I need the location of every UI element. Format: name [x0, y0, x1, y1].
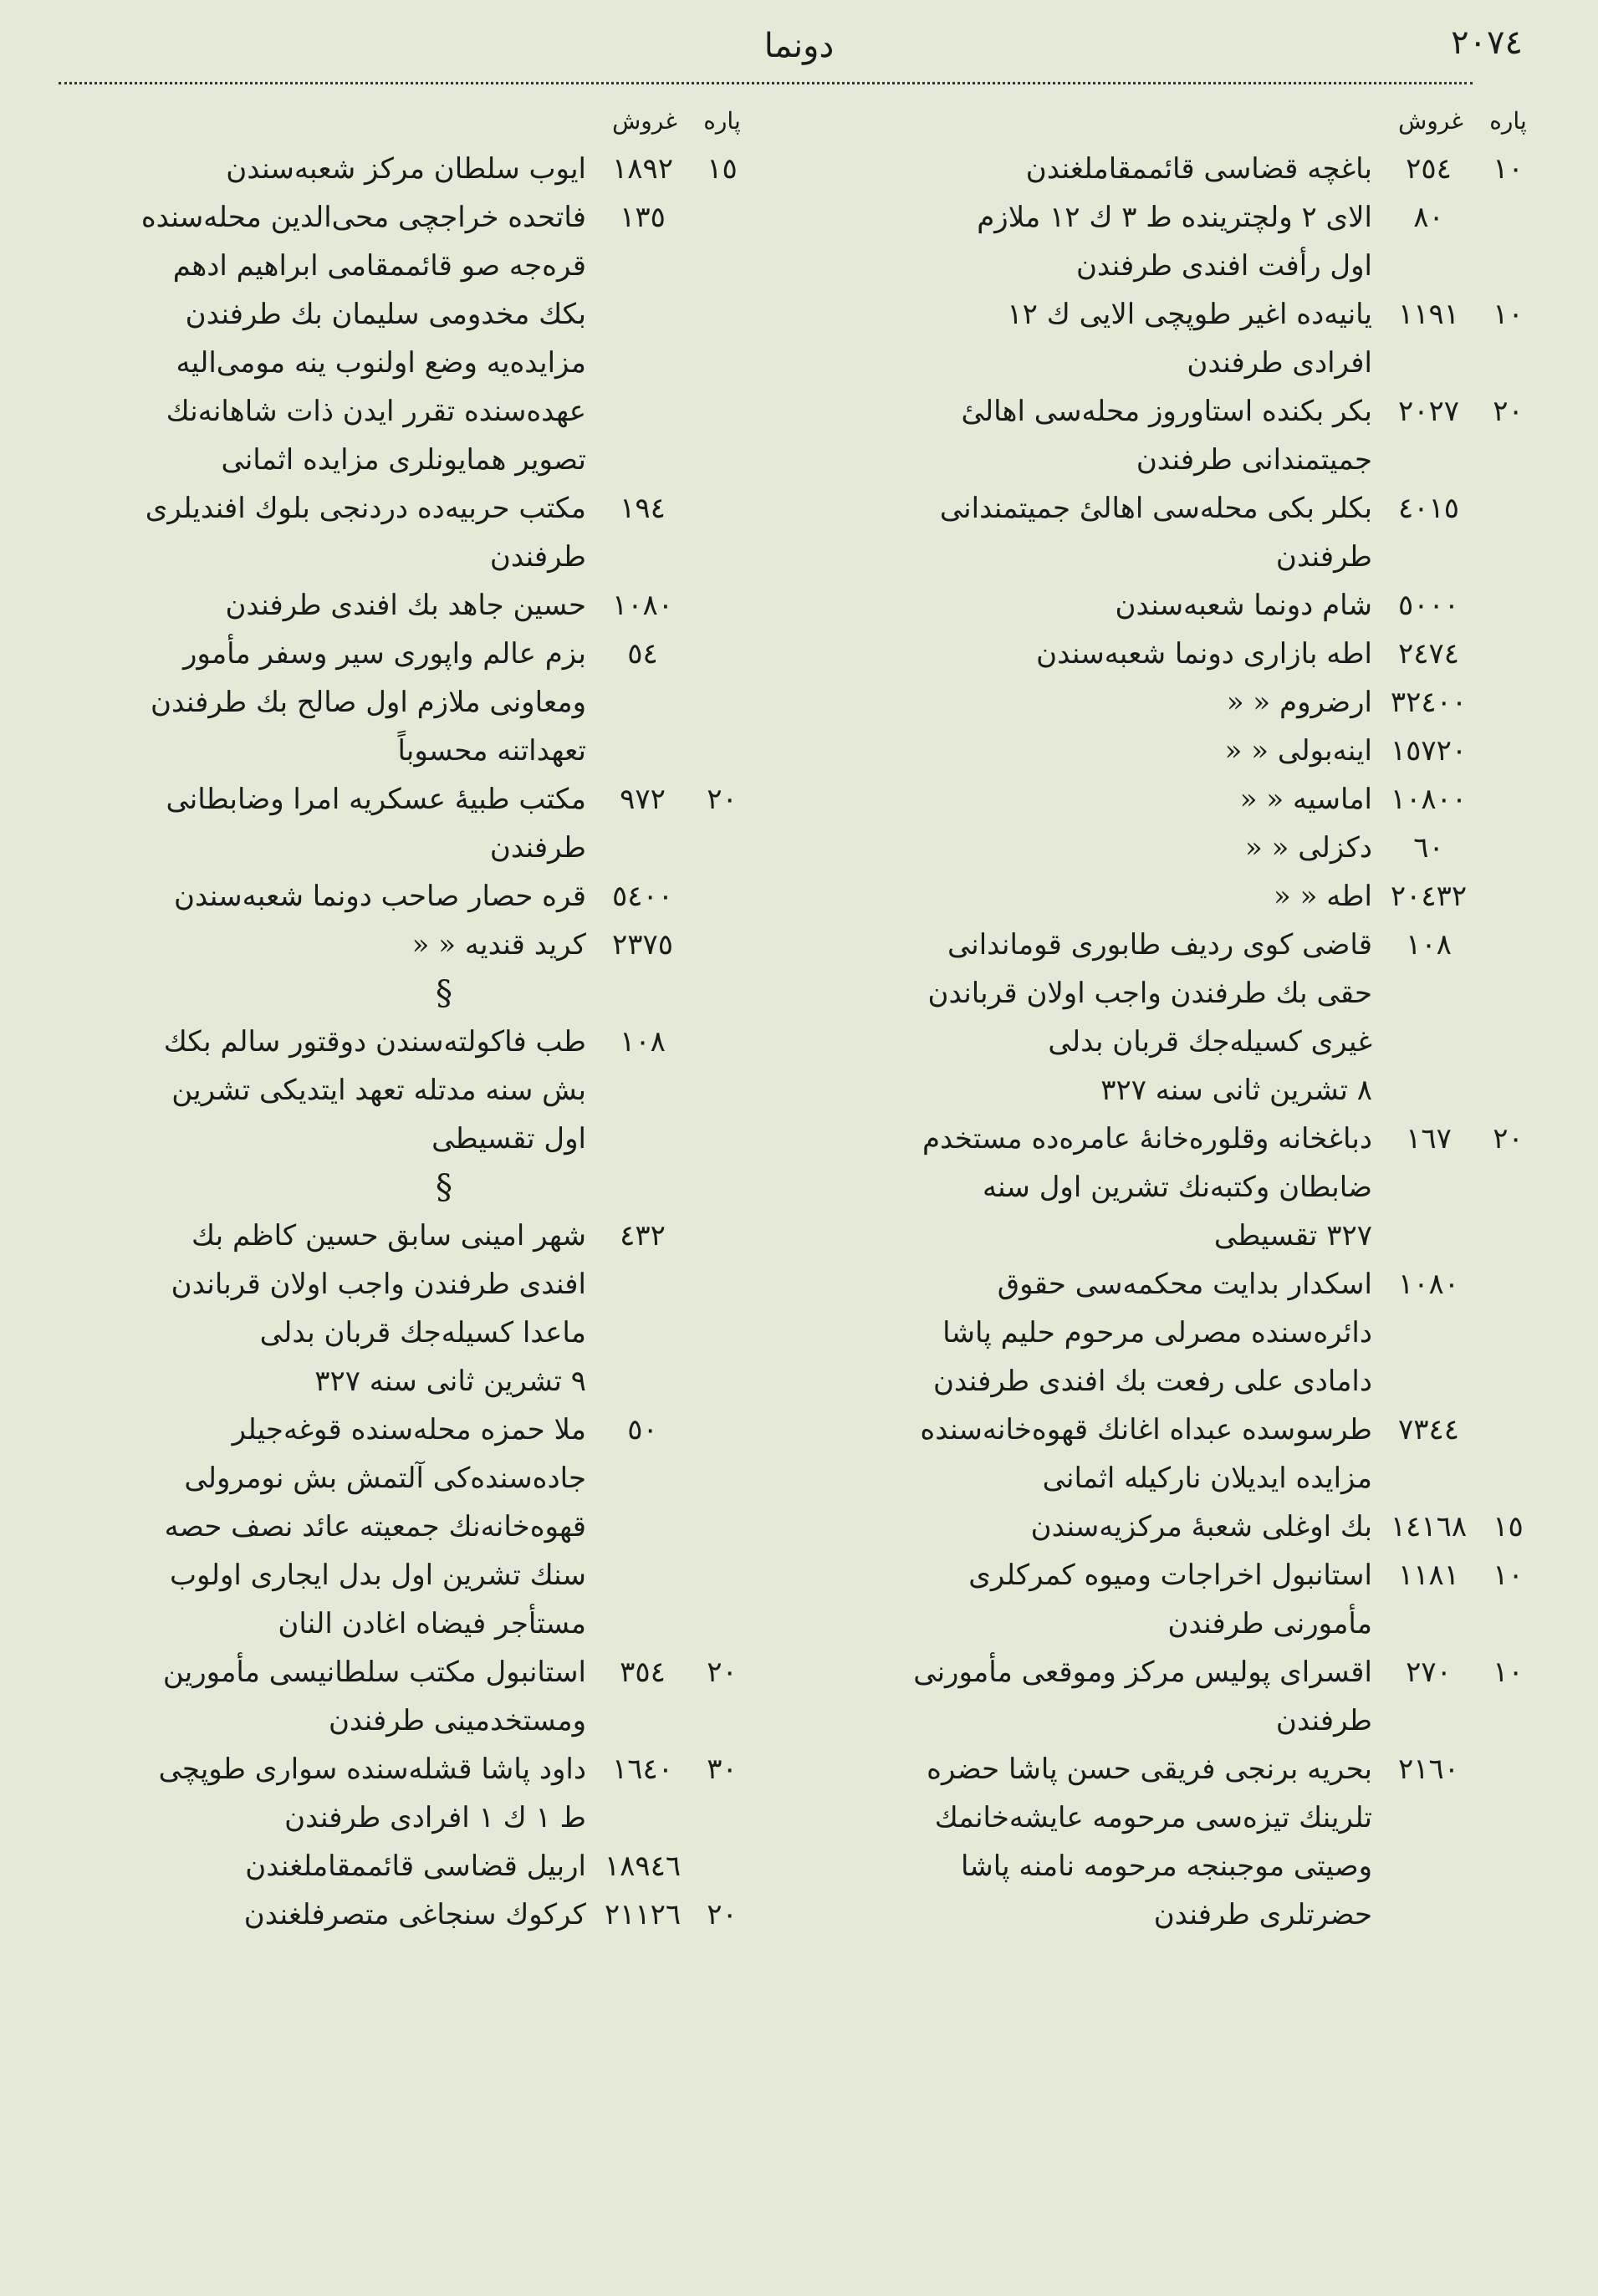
entry-line: الای ٢ ولچترینده ط ٣ ك ١٢ ملازم	[977, 201, 1372, 234]
entry-text	[795, 872, 1381, 921]
section-mark: §	[436, 974, 452, 1013]
para-amount: ٢٠	[707, 783, 738, 816]
entry-line: بکك مخدومی سلیمان بك طرفندن	[185, 298, 586, 331]
ledger-entry	[18, 775, 753, 872]
gurus-amount: ٢١٦٠	[1397, 1753, 1460, 1786]
gurus-amount: ١٩٤	[620, 492, 666, 525]
entry-text	[18, 581, 595, 630]
entry-line: عهده‌سنده تقرر ایدن ذات شاهانه‌نك	[166, 395, 586, 428]
ledger-entry	[18, 1745, 753, 1842]
entry-line: مزایده ایدیلان نارکیله اثمانی	[1042, 1462, 1372, 1495]
gurus-amount: ٣٥٤	[620, 1656, 666, 1689]
entry-line: استانبول اخراجات ومیوه کمرکلری	[968, 1559, 1372, 1592]
gurus-amount: ٨٠	[1413, 201, 1444, 234]
entry-line: تصویر همایونلری مزایده اثمانی	[221, 443, 586, 477]
entry-text	[18, 872, 595, 921]
entry-line: جاده‌سنده‌کی آلتمش بش نومرولی	[184, 1462, 586, 1495]
column-header	[795, 96, 1539, 145]
entry-text	[18, 775, 595, 872]
entry-line: ماعدا کسیله‌جك قربان بدلی	[259, 1316, 586, 1350]
para-amount: ٢٠	[707, 1898, 738, 1931]
ledger-entry	[795, 1260, 1539, 1406]
entry-text	[18, 1842, 595, 1890]
entry-line: تعهداتنه محسوباً	[397, 734, 586, 768]
gurus-header: غروش	[1398, 106, 1463, 135]
entry-line: طرفندن	[1275, 1704, 1372, 1737]
entry-text	[795, 1648, 1381, 1745]
para-amount: ١٠	[1493, 152, 1524, 186]
entry-line: استانبول مکتب سلطانیسی مأمورین	[162, 1656, 586, 1689]
gurus-amount: ٣٢٤٠٠	[1390, 686, 1468, 719]
entry-line: اربیل قضاسی قائممقاملغندن	[245, 1850, 586, 1883]
ledger-entry	[795, 630, 1539, 678]
entry-text	[795, 630, 1381, 678]
gurus-amount: ٥٤٠٠	[611, 880, 674, 913]
ledger-entry	[18, 1842, 753, 1890]
gurus-amount: ٦٠	[1413, 831, 1444, 865]
para-amount: ١٥	[1493, 1510, 1524, 1543]
entry-line: ٨ تشرین ثانی سنه ٣٢٧	[1100, 1074, 1372, 1107]
entry-text	[18, 484, 595, 581]
entry-text	[795, 921, 1381, 1115]
entry-line: طرسوسده عبداه اغانك قهوه‌خانه‌سنده	[920, 1413, 1372, 1446]
entry-text	[18, 193, 595, 484]
entry-line: اول تقسیطی	[431, 1122, 586, 1156]
entry-line: بك اوغلی شعبهٔ مرکزیه‌سندن	[1030, 1510, 1372, 1543]
entry-text	[795, 1115, 1381, 1260]
gurus-amount: ١١٩١	[1397, 298, 1460, 331]
entry-line: اماسیه « «	[1239, 783, 1372, 816]
entry-text	[795, 484, 1381, 581]
gurus-amount: ١٠٨٠	[611, 589, 674, 622]
entry-text	[795, 678, 1381, 727]
entry-text	[18, 145, 595, 193]
para-header: پاره	[703, 106, 741, 135]
gurus-amount: ١٦٤٠	[611, 1753, 674, 1786]
entry-line: کرکوك سنجاغی متصرفلغندن	[243, 1898, 586, 1931]
entry-line: بزم عالم واپوری سیر وسفر مأمور	[182, 637, 586, 671]
ledger-entry	[795, 1551, 1539, 1648]
entry-line: قهوه‌خانه‌نك جمعیته عائد نصف حصه‌	[164, 1510, 586, 1543]
gurus-amount: ٢٤٧٤	[1397, 637, 1460, 671]
entry-line: دامادی علی رفعت بك افندی طرفندن	[933, 1365, 1372, 1398]
gurus-amount: ٧٣٤٤	[1397, 1413, 1460, 1446]
page-number: ٢٠٧٤	[1451, 23, 1523, 62]
entry-line: دائره‌سنده مصرلی مرحوم حلیم پاشا	[942, 1316, 1372, 1350]
ledger-entry	[18, 630, 753, 775]
section-mark: §	[436, 1168, 452, 1207]
gurus-amount: ١٨٩٤٦	[604, 1850, 682, 1883]
entry-line: ط ١ ك ١ افرادی طرفندن	[284, 1801, 586, 1834]
entry-line: مزایده‌یه وضع اولنوب ینه مومی‌الیه	[176, 346, 586, 380]
ledger-entry	[795, 1503, 1539, 1551]
entry-line: دکزلی « «	[1244, 831, 1372, 865]
entry-line: تلرینك تیزه‌سی مرحومه عایشه‌خانمك	[934, 1801, 1372, 1834]
gurus-amount: ٢٠٢٧	[1397, 395, 1460, 428]
gurus-amount: ١٣٥	[620, 201, 666, 234]
ledger-entry	[18, 872, 753, 921]
entry-line: بکلر بکی محله‌سی اهالیٔ جمیتمندانی	[939, 492, 1372, 525]
gurus-amount: ٢٥٤	[1406, 152, 1452, 186]
gurus-amount: ١٠٨	[620, 1025, 666, 1059]
gurus-amount: ١٦٧	[1406, 1122, 1452, 1156]
gurus-amount: ١٤١٦٨	[1390, 1510, 1468, 1543]
entry-text	[18, 1406, 595, 1648]
entry-text	[795, 193, 1381, 290]
para-amount: ٣٠	[707, 1753, 738, 1786]
entry-line: اقسرای پولیس مرکز وموقعی مأمورنی	[913, 1656, 1372, 1689]
ledger-entry	[795, 727, 1539, 775]
ledger-entry	[795, 921, 1539, 1115]
ledger-entry	[18, 1018, 753, 1163]
para-header: پاره	[1489, 106, 1527, 135]
entry-text	[18, 630, 595, 775]
gurus-amount: ٥٠	[627, 1413, 658, 1446]
para-amount: ١٥	[707, 152, 738, 186]
entry-text	[18, 1018, 595, 1163]
entry-text	[18, 1890, 595, 1939]
entry-line: سنك تشرین اول بدل ایجاری اولوب	[170, 1559, 586, 1592]
ledger-entry	[795, 1115, 1539, 1260]
entry-line: مستأجر فیضاه اغادن النان	[278, 1607, 586, 1640]
ledger-entry	[18, 484, 753, 581]
ledger-entry	[795, 581, 1539, 630]
entry-line: ارضروم « «	[1226, 686, 1372, 719]
entry-line: قره حصار صاحب دونما شعبه‌سندن	[174, 880, 586, 913]
gurus-amount: ١٠٨٠	[1397, 1268, 1460, 1301]
entry-line: مکتب حربیه‌ده دردنجی بلوك افندیلری	[145, 492, 586, 525]
entry-line: حسین جاهد بك افندی طرفندن	[225, 589, 586, 622]
entry-text	[18, 1648, 595, 1745]
para-amount: ١٠	[1493, 298, 1524, 331]
ledger-entry	[795, 387, 1539, 484]
entry-line: بحریه برنجی فریقی حسن پاشا حضره	[927, 1753, 1372, 1786]
ledger-entry	[795, 1648, 1539, 1745]
entry-line: طرفندن	[489, 831, 586, 865]
entry-line: مأمورنی طرفندن	[1167, 1607, 1372, 1640]
gurus-amount: ١٠٨٠٠	[1390, 783, 1468, 816]
ledger-entry	[18, 145, 753, 193]
column-right	[795, 96, 1539, 2270]
ledger-entry	[18, 1212, 753, 1406]
ledger-entry	[795, 824, 1539, 872]
entry-line: دباغخانه وقلوره‌خانهٔ عامره‌ده مستخدم	[922, 1122, 1372, 1156]
entry-line: شهر امینی سابق حسین کاظم بك	[191, 1219, 586, 1253]
gurus-amount: ٢٧٠	[1406, 1656, 1452, 1689]
ledger-entry	[18, 1406, 753, 1648]
ledger-entry	[18, 921, 753, 969]
entry-line: بش سنه مدتله تعهد ایتدیکی تشرین	[171, 1074, 586, 1107]
ledger-entry	[795, 193, 1539, 290]
entry-line: فاتحده خراجچی محی‌الدین محله‌سنده	[140, 201, 586, 234]
entry-text	[795, 727, 1381, 775]
ledger-entry	[795, 678, 1539, 727]
entry-line: مکتب طبیهٔ عسکریه امرا وضابطانی	[166, 783, 586, 816]
entry-line: طرفندن	[489, 540, 586, 574]
entry-line: حضرتلری طرفندن	[1153, 1898, 1372, 1931]
entry-line: یانیه‌ده اغیر طوپچی الایی ك ١٢	[1007, 298, 1372, 331]
entry-line: شام دونما شعبه‌سندن	[1115, 589, 1372, 622]
gurus-amount: ٥٤	[627, 637, 658, 671]
ledger-entry	[795, 484, 1539, 581]
column-left	[18, 96, 753, 2270]
entry-line: داود پاشا قشله‌سنده سواری طوپچی	[158, 1753, 586, 1786]
ledger-entry	[18, 193, 753, 484]
gurus-amount: ٥٠٠٠	[1397, 589, 1460, 622]
ledger-entry	[18, 1890, 753, 1939]
entry-text	[795, 581, 1381, 630]
entry-line: اطه بازاری دونما شعبه‌سندن	[1036, 637, 1372, 671]
entry-text	[795, 775, 1381, 824]
entry-line: قاضی کوی ردیف طابوری قوماندانی	[947, 928, 1372, 962]
entry-line: ٣٢٧ تقسیطی	[1213, 1219, 1372, 1253]
gurus-amount: ١١٨١	[1397, 1559, 1460, 1592]
entry-line: طرفندن	[1275, 540, 1372, 574]
entry-text	[795, 1406, 1381, 1503]
gurus-amount: ٤٠١٥	[1397, 492, 1460, 525]
page-header	[59, 23, 1539, 74]
para-amount: ١٠	[1493, 1559, 1524, 1592]
header-divider	[59, 82, 1473, 84]
entry-line: کرید قندیه « «	[411, 928, 586, 962]
ledger-entry	[795, 290, 1539, 387]
entry-text	[795, 1260, 1381, 1406]
entry-line: طب فاکولته‌سندن دوقتور سالم بکك	[163, 1025, 586, 1059]
entry-line: وصیتی موجبنجه مرحومه نامنه پاشا	[960, 1850, 1372, 1883]
entry-line: ضابطان وکتبه‌نك تشرین اول سنه	[982, 1171, 1372, 1204]
entry-text	[795, 387, 1381, 484]
entry-line: افندی طرفندن واجب اولان قرباندن	[171, 1268, 586, 1301]
para-amount: ٢٠	[1493, 1122, 1524, 1156]
entry-text	[18, 1212, 595, 1406]
gurus-amount: ٢٣٧٥	[611, 928, 674, 962]
para-amount: ٢٠	[1493, 395, 1524, 428]
gurus-amount: ٤٣٢	[620, 1219, 666, 1253]
entry-line: قره‌جه صو قائممقامی ابراهیم ادهم	[172, 249, 586, 283]
entry-line: اول رأفت افندی طرفندن	[1075, 249, 1372, 283]
entry-line: ومستخدمینی طرفندن	[328, 1704, 586, 1737]
ledger-entry	[18, 581, 753, 630]
para-amount: ٢٠	[707, 1656, 738, 1689]
entry-text	[18, 1745, 595, 1842]
entry-line: ملا حمزه محله‌سنده قوغه‌جیلر	[232, 1413, 586, 1446]
entry-line: اسکدار بدایت محکمه‌سی حقوق	[997, 1268, 1372, 1301]
entry-text	[795, 1551, 1381, 1648]
gurus-amount: ١٠٨	[1406, 928, 1452, 962]
column-header	[18, 96, 753, 145]
entry-text	[795, 145, 1381, 193]
ledger-entry	[795, 1745, 1539, 1939]
entry-line: ٩ تشرین ثانی سنه ٣٢٧	[314, 1365, 586, 1398]
entry-line: غیری کسیله‌جك قربان بدلی	[1048, 1025, 1372, 1059]
entry-line: اطه « «	[1274, 880, 1372, 913]
entry-line: افرادی طرفندن	[1187, 346, 1372, 380]
gurus-amount: ٢١١٢٦	[604, 1898, 682, 1931]
entry-line: اینه‌بولی « «	[1224, 734, 1372, 768]
entry-line: ومعاونی ملازم اول صالح بك طرفندن	[151, 686, 586, 719]
gurus-amount: ١٥٧٢٠	[1390, 734, 1468, 768]
entry-text	[795, 824, 1381, 872]
gurus-amount: ١٨٩٢	[611, 152, 674, 186]
ledger-entry	[795, 872, 1539, 921]
entry-text	[795, 290, 1381, 387]
entry-line: حقی بك طرفندن واجب اولان قرباندن	[927, 977, 1372, 1010]
entry-text	[18, 921, 595, 969]
ledger-entry	[795, 775, 1539, 824]
gurus-amount: ٢٠٤٣٢	[1390, 880, 1468, 913]
gurus-amount: ٩٧٢	[620, 783, 666, 816]
ledger-entry	[18, 1648, 753, 1745]
gurus-header: غروش	[612, 106, 677, 135]
entry-line: باغچه قضاسی قائممقاملغندن	[1025, 152, 1372, 186]
page-title: دونما	[763, 27, 835, 65]
entry-text	[795, 1503, 1381, 1551]
entry-text	[795, 1745, 1381, 1939]
entry-line: ایوب سلطان مرکز شعبه‌سندن	[226, 152, 586, 186]
entry-line: بکر بکنده استاوروز محله‌سی اهالیٔ	[961, 395, 1372, 428]
ledger-entry	[795, 1406, 1539, 1503]
ledger-entry	[795, 145, 1539, 193]
para-amount: ١٠	[1493, 1656, 1524, 1689]
entry-line: جمیتمندانی طرفندن	[1136, 443, 1372, 477]
